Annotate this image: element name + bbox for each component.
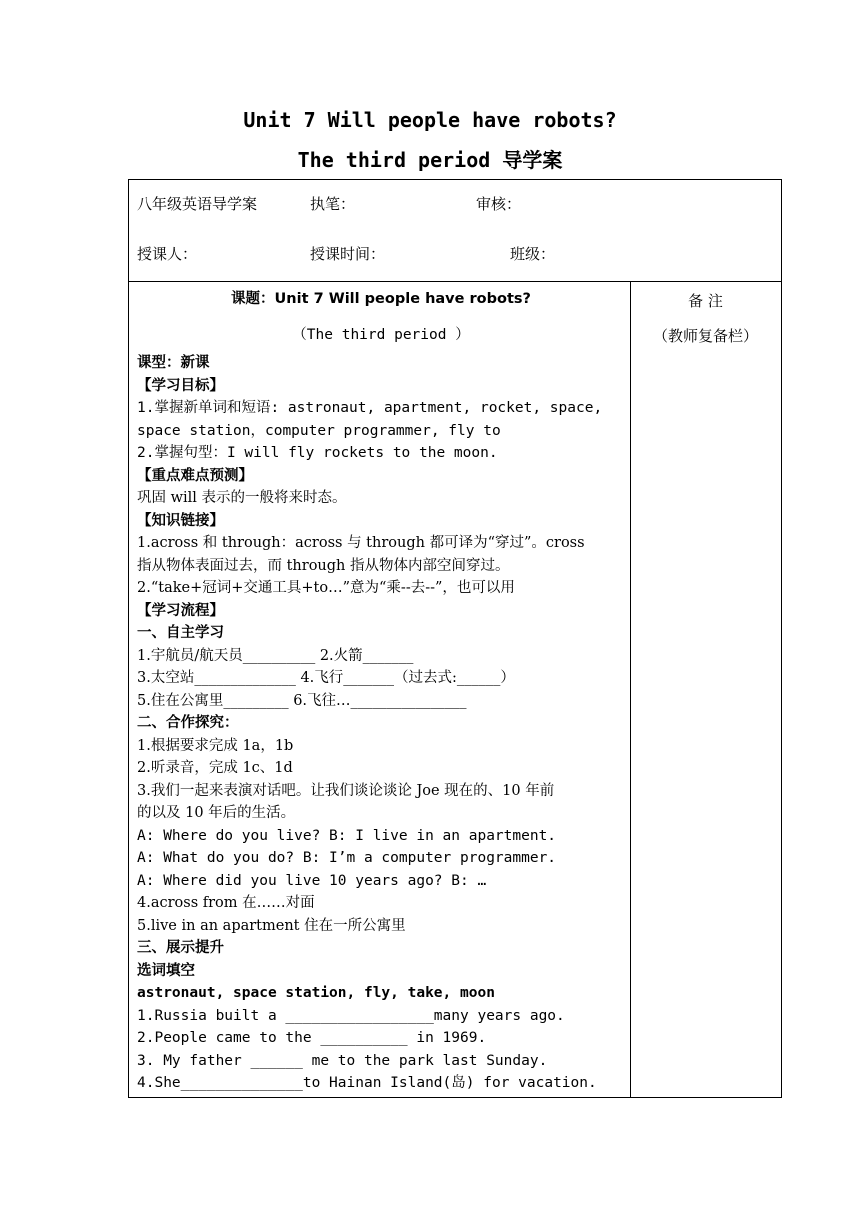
dialog-line-2: A: What do you do? B: I’m a computer programmer. — [137, 850, 557, 866]
goals-heading: 【学习目标】 — [137, 377, 224, 394]
exercise-1: 1.Russia built a _________________many years ago. — [137, 1007, 565, 1024]
goal-1a: 1.掌握新单词和短语: astronaut, apartment, rocket, space, — [137, 400, 603, 416]
lesson-period: （The third period ） — [292, 326, 470, 343]
self-study-line-3: 5.住在公寓里_________ 6.飞往…________________ — [137, 692, 467, 709]
knowledge-1b: 指从物体表面过去，而 through 指从物体内部空间穿过。 — [137, 557, 510, 574]
lesson-type: 课型：新课 — [137, 355, 210, 371]
show-heading: 三、展示提升 — [137, 940, 224, 956]
coop-4: 4.across from 在……对面 — [137, 895, 315, 911]
time-label: 授课时间： — [310, 245, 386, 263]
dialog-line-3: A: Where did you live 10 years ago? B: … — [137, 872, 487, 889]
coop-5: 5.live in an apartment 住在一所公寓里 — [137, 917, 406, 934]
exercise-3: 3. My father ______ me to the park last Sunday. — [137, 1052, 548, 1069]
page-subtitle: The third period 导学案 — [297, 148, 563, 172]
reviewer-label: 审核： — [476, 195, 522, 213]
grade-label: 八年级英语导学案 — [137, 195, 258, 213]
coop-1: 1.根据要求完成 1a，1b — [137, 737, 294, 754]
lesson-content — [137, 288, 625, 1095]
goal-1b: space station，computer programmer, fly to — [137, 422, 501, 439]
self-study-line-2: 3.太空站______________ 4.飞行_______（过去式:______） — [137, 670, 515, 686]
process-heading: 【学习流程】 — [137, 602, 224, 619]
exercise-2: 2.People came to the __________ in 1969. — [137, 1030, 487, 1046]
self-study-line-1: 1.宇航员/航天员__________ 2.火箭_______ — [137, 647, 414, 664]
coop-3a: 3.我们一起来表演对话吧。让我们谈论谈论 Joe 现在的、10 年前 — [137, 782, 555, 799]
coop-heading: 二、合作探究： — [137, 715, 239, 731]
column-divider — [630, 281, 631, 1097]
notes-sub-label: （教师复备栏） — [652, 327, 758, 345]
class-label: 班级： — [510, 245, 556, 263]
goal-2: 2.掌握句型：I will fly rockets to the moon. — [137, 445, 498, 461]
exercise-4: 4.She______________to Hainan Island(岛) for vacation. — [137, 1075, 597, 1091]
coop-3b: 的以及 10 年后的生活。 — [137, 805, 296, 821]
self-study-heading: 一、自主学习 — [137, 625, 224, 641]
lesson-topic: 课题：Unit 7 Will people have robots? — [231, 291, 531, 307]
page-title: Unit 7 Will people have robots? — [243, 108, 617, 132]
focus-text: 巩固 will 表示的一般将来时态。 — [137, 490, 347, 506]
dialog-line-1: A: Where do you live? B: I live in an apartment. — [137, 827, 557, 844]
knowledge-1a: 1.across 和 through：across 与 through 都可译为“穿过”。cross — [137, 535, 585, 551]
fill-heading: 选词填空 — [137, 962, 195, 979]
knowledge-heading: 【知识链接】 — [137, 512, 224, 529]
focus-heading: 【重点难点预测】 — [137, 467, 253, 484]
teacher-label: 授课人： — [137, 245, 198, 263]
knowledge-2: 2.“take+冠词+交通工具+to…”意为“乘--去--”，也可以用 — [137, 580, 515, 596]
word-bank: astronaut, space station, fly, take, moon — [137, 985, 495, 1001]
writer-label: 执笔： — [310, 195, 356, 213]
notes-label: 备 注 — [688, 292, 723, 310]
coop-2: 2.听录音，完成 1c、1d — [137, 760, 293, 776]
